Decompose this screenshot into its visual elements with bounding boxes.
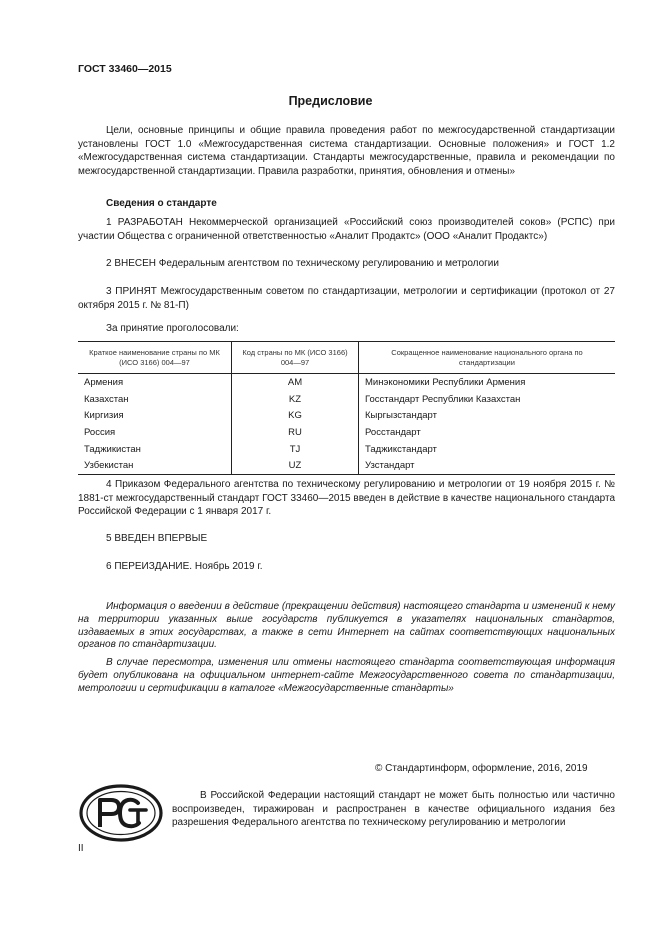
page-number: II — [78, 843, 84, 854]
section-title: Сведения о стандарте — [106, 198, 217, 209]
table-header-country: Краткое наименование страны по МК (ИСО 3166) 004—97 — [78, 342, 232, 374]
standards-body: Минэкономики Республики Армения — [359, 374, 616, 391]
intro-paragraph: Цели, основные принципы и общие правила проведения работ по межгосударственной стандартизации установлены ГОСТ 1.0 «Межгосударственная система стандартизации. Основные положения» и ГОСТ 1.2 «Межгосударственная система стандартизации. Стандарты межгосударственные, правила и рекомендации по межгосударственной стандартизации. Правила разработки, принятия, обновления и отмены» — [78, 125, 615, 177]
table-row — [78, 441, 615, 458]
standards-body: Узстандарт — [359, 457, 616, 474]
rst-mark-icon — [78, 782, 164, 844]
table-header-body: Сокращенное наименование национального органа по стандартизации — [359, 342, 616, 374]
country-code: RU — [232, 424, 359, 441]
table-row — [78, 391, 615, 408]
country-code: KG — [232, 407, 359, 424]
info-paragraph-1: Информация о введении в действие (прекращении действия) настоящего стандарта и изменений к нему на территории указанных выше государств публикуется в указателях национальных стандартов, издаваемых в этих государствах, а также в сети Интернет на сайтах соответствующих национальных органов по стандартизации. — [78, 601, 615, 651]
item-2-paragraph: 2 ВНЕСЕН Федеральным агентством по техническому регулированию и метрологии — [106, 258, 499, 269]
country-code: KZ — [232, 391, 359, 408]
item-6-paragraph: 6 ПЕРЕИЗДАНИЕ. Ноябрь 2019 г. — [106, 561, 263, 572]
country-code: AM — [232, 374, 359, 391]
country-code: UZ — [232, 457, 359, 474]
item-5-paragraph: 5 ВВЕДЕН ВПЕРВЫЕ — [106, 533, 208, 544]
info-paragraph-2: В случае пересмотра, изменения или отмены настоящего стандарта соответствующая информация будет опубликована на официальном интернет-сайте Межгосударственного совета по стандартизации, метрологии и сертификации в каталоге «Межгосударственные стандарты» — [78, 657, 615, 694]
countries-table — [78, 341, 615, 475]
country-name: Таджикистан — [84, 443, 141, 455]
item-3-paragraph: 3 ПРИНЯТ Межгосударственным советом по стандартизации, метрологии и сертификации (протокол от 27 октября 2015 г. № 81-П) — [78, 286, 615, 311]
country-name: Армения — [84, 376, 124, 388]
vote-intro: За принятие проголосовали: — [106, 323, 239, 334]
country-code: TJ — [232, 441, 359, 458]
table-row — [78, 407, 615, 424]
standard-code: ГОСТ 33460—2015 — [78, 63, 172, 75]
table-row — [78, 457, 615, 474]
copyright-notice: © Стандартинформ, оформление, 2016, 2019 — [375, 763, 588, 774]
table-header-row — [78, 342, 615, 374]
rights-notice: В Российской Федерации настоящий стандарт не может быть полностью или частично воспроизведен, тиражирован и распространен в качестве официального издания без разрешения Федерального агентства по техническому регулированию и метрологии — [172, 790, 615, 828]
item-1-paragraph: 1 РАЗРАБОТАН Некоммерческой организацией «Российский союз производителей соков» (РСПС) при участии Общества с ограниченной ответственностью «Аналит Продактс» (ООО «Аналит Продактс») — [78, 217, 615, 242]
table-header-code: Код страны по МК (ИСО 3166) 004—97 — [232, 342, 359, 374]
standards-body: Таджикстандарт — [359, 441, 616, 458]
standards-body: Росстандарт — [359, 424, 616, 441]
country-name: Россия — [84, 426, 116, 438]
country-name: Узбекистан — [84, 460, 134, 472]
item-4-paragraph: 4 Приказом Федерального агентства по техническому регулированию и метрологии от 19 ноября 2015 г. № 1881-ст межгосударственный стандарт ГОСТ 33460—2015 введен в действие в качестве национального стандарта Российской Федерации с 1 января 2017 г. — [78, 479, 616, 517]
country-name: Казахстан — [84, 393, 129, 405]
table-row — [78, 424, 615, 441]
page-title: Предисловие — [288, 94, 373, 108]
table-row — [78, 374, 615, 391]
country-name: Киргизия — [84, 410, 124, 422]
standards-body: Госстандарт Республики Казахстан — [359, 391, 616, 408]
standards-body: Кыргызстандарт — [359, 407, 616, 424]
